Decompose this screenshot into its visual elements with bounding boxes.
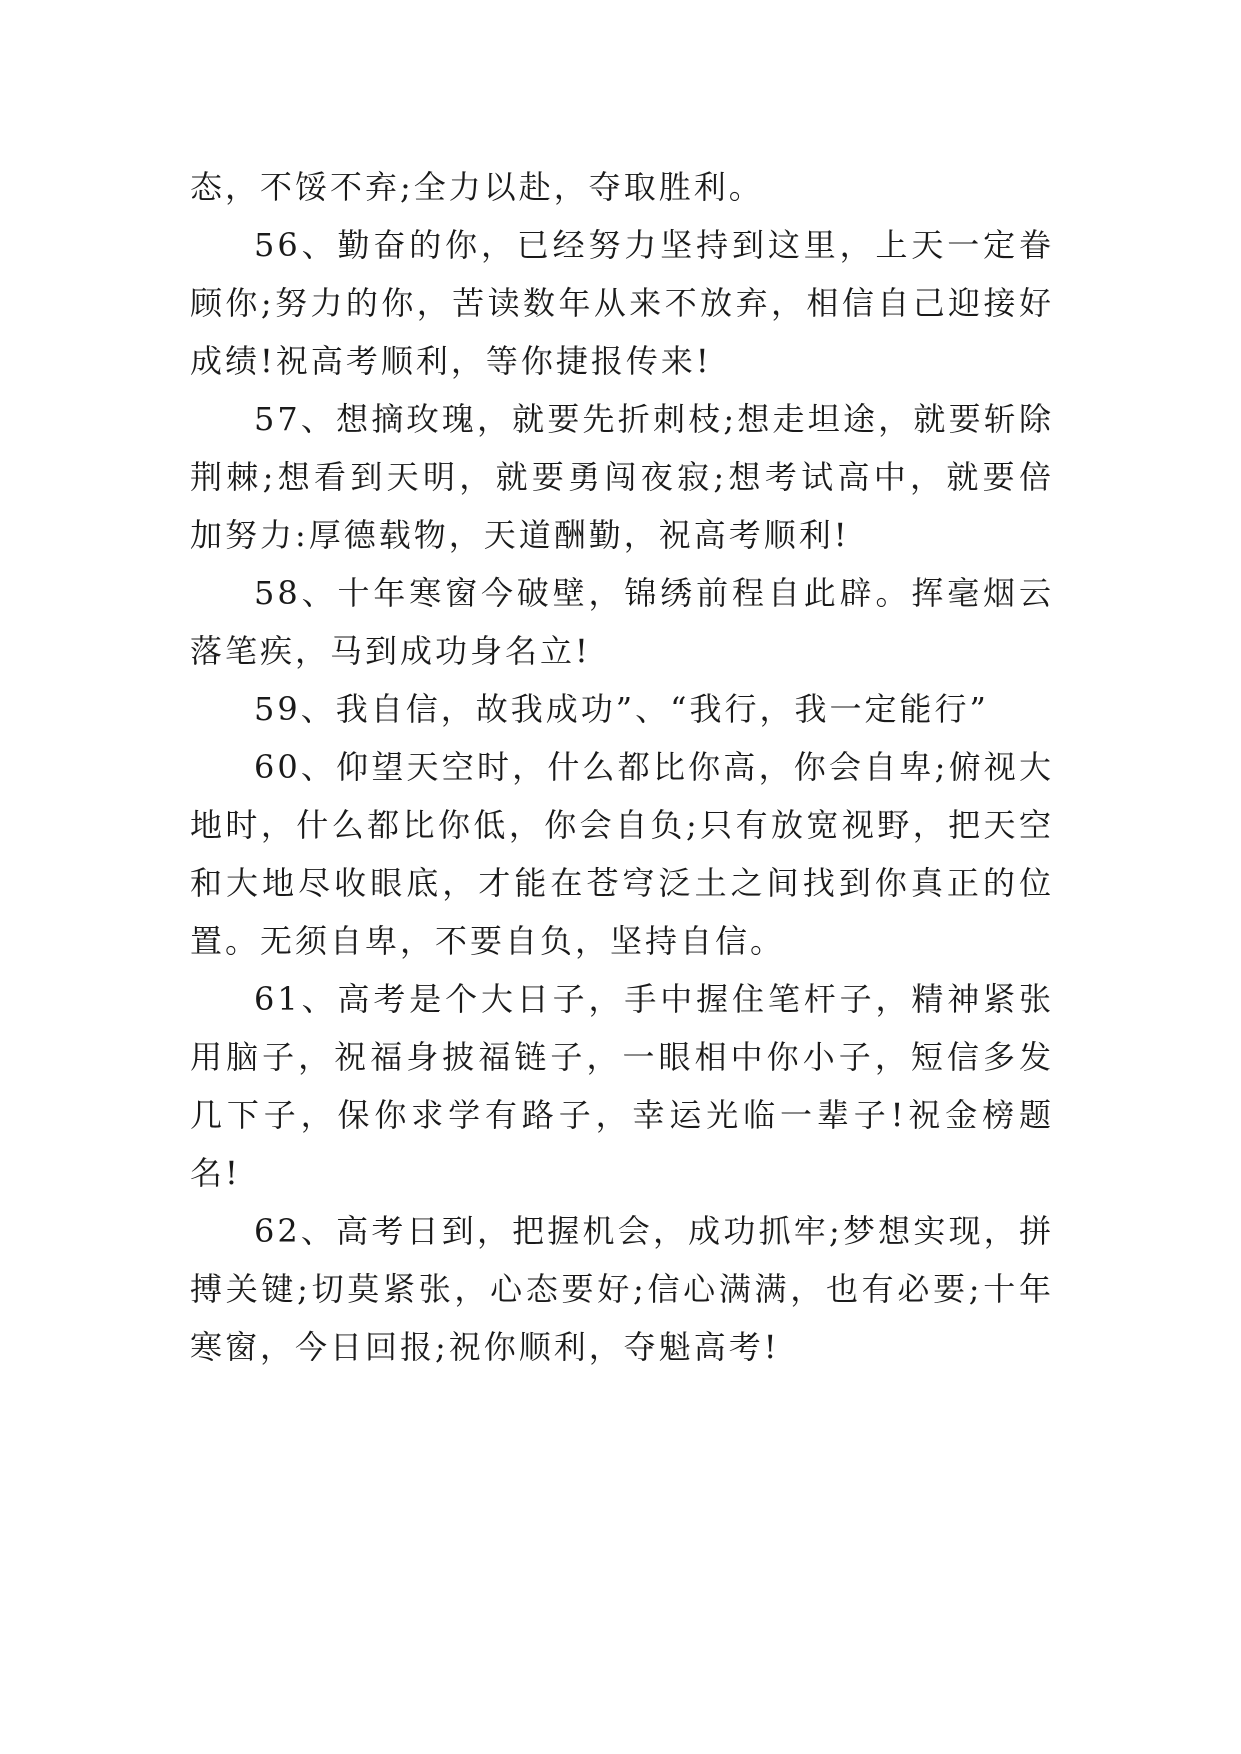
paragraph-60: 60、仰望天空时，什么都比你高，你会自卑;俯视大地时，什么都比你低，你会自负;只有放宽视野，把天空和大地尽收眼底，才能在苍穹泛土之间找到你真正的位置。无须自卑，不要自负，坚持自信。 [190,748,1054,960]
document-body [190,158,1054,1376]
paragraph-59: 59、我自信，故我成功”、“我行，我一定能行” [254,690,989,728]
paragraph-61: 61、高考是个大日子，手中握住笔杆子，精神紧张用脑子，祝福身披福链子，一眼相中你小子，短信多发几下子，保你求学有路子，幸运光临一辈子!祝金榜题名! [190,980,1054,1192]
paragraph-continuation: 态，不馁不弃;全力以赴，夺取胜利。 [190,168,764,206]
paragraph-62: 62、高考日到，把握机会，成功抓牢;梦想实现，拼搏关键;切莫紧张，心态要好;信心满满，也有必要;十年寒窗，今日回报;祝你顺利，夺魁高考! [190,1212,1054,1366]
paragraph-56: 56、勤奋的你，已经努力坚持到这里，上天一定眷顾你;努力的你，苦读数年从来不放弃，相信自己迎接好成绩!祝高考顺利，等你捷报传来! [190,226,1054,380]
paragraph-58: 58、十年寒窗今破壁，锦绣前程自此辟。挥毫烟云落笔疾，马到成功身名立! [190,574,1054,670]
paragraph-57: 57、想摘玫瑰，就要先折刺枝;想走坦途，就要斩除荆棘;想看到天明，就要勇闯夜寂;想考试高中，就要倍加努力:厚德载物，天道酬勤，祝高考顺利! [190,400,1054,554]
